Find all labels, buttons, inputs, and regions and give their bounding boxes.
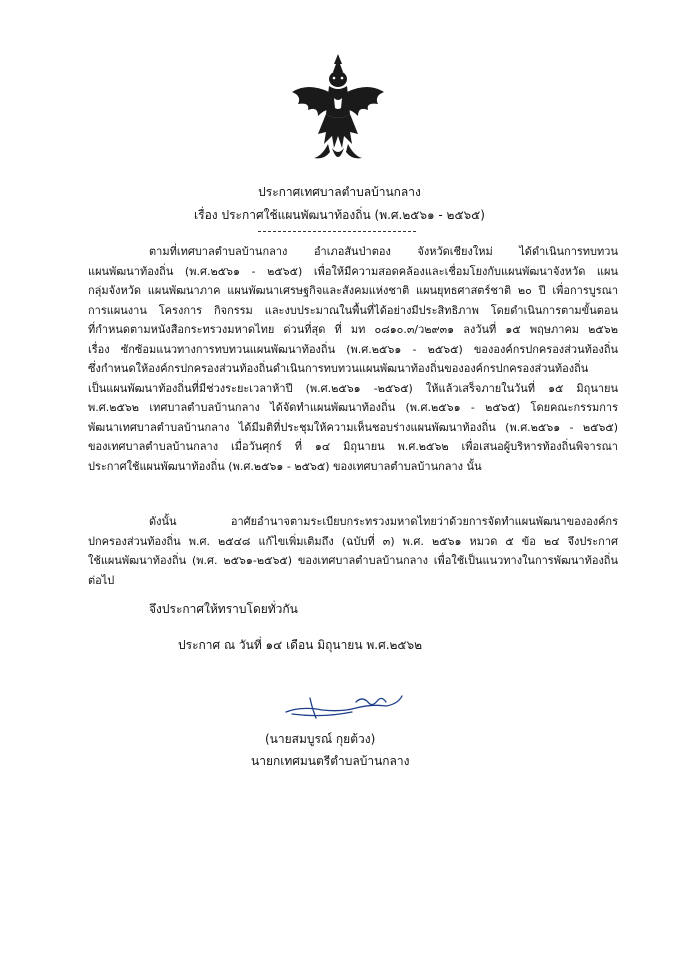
paragraph-line: ปกครองส่วนท้องถิ่น พ.ศ. ๒๕๔๘ แก้ไขเพิ่มเติมถึง (ฉบับที่ ๓) พ.ศ. ๒๕๖๑ หมวด ๕ ข้อ ๒๔ จึงประกาศ	[88, 534, 618, 548]
paragraph-line: ประกาศใช้แผนพัฒนาท้องถิ่น (พ.ศ.๒๕๖๑ - ๒๕๖๕) ของเทศบาลตำบลบ้านกลาง นั้น	[88, 459, 482, 473]
paragraph-line: ของเทศบาลตำบลบ้านกลาง เมื่อวันศุกร์ ที่ ๑๔ มิถุนายน พ.ศ.๒๕๖๒ เพื่อเสนอผู้บริหารท้องถิ่นพิจารณา	[88, 440, 618, 453]
paragraph-line: เรื่อง ซักซ้อมแนวทางการทบทวนแผนพัฒนาท้องถิ่น (พ.ศ.๒๕๖๑ - ๒๕๖๕) ขององค์กรปกครองส่วนท้องถิ่น	[88, 342, 618, 356]
announcement-subject: เรื่อง ประกาศใช้แผนพัฒนาท้องถิ่น (พ.ศ.๒๕๖๑ - ๒๕๖๕)	[194, 208, 485, 222]
paragraph-line: ตามที่เทศบาลตำบลบ้านกลาง อำเภอสันป่าตอง จังหวัดเชียงใหม่ ได้ดำเนินการทบทวน	[149, 245, 618, 258]
closing-statement: จึงประกาศให้ทราบโดยทั่วกัน	[149, 602, 298, 616]
handwritten-signature	[282, 688, 412, 724]
paragraph-line: ที่กำหนดตามหนังสือกระทรวงมหาดไทย ด่วนที่สุด ที่ มท ๐๘๑๐.๓/ว๒๙๓๑ ลงวันที่ ๑๕ พฤษภาคม ๒๕๖๒	[88, 323, 618, 336]
garuda-emblem-icon	[288, 52, 388, 168]
paragraph-line: ซึ่งกำหนดให้องค์กรปกครองส่วนท้องถิ่นดำเนินการทบทวนแผนพัฒนาท้องถิ่นขององค์กรปกครองส่วนท้องถิ่น	[88, 362, 589, 375]
announcement-date: ประกาศ ณ วันที่ ๑๔ เดือน มิถุนายน พ.ศ.๒๕๖๒	[178, 638, 423, 652]
paragraph-line: ต่อไป	[88, 573, 115, 587]
paragraph-line: แผนพัฒนาท้องถิ่น (พ.ศ.๒๕๖๑ - ๒๕๖๕) เพื่อให้มีความสอดคล้องและเชื่อมโยงกับแผนพัฒนาจังหวัด แผน	[88, 264, 618, 278]
announcement-title: ประกาศเทศบาลตำบลบ้านกลาง	[258, 185, 421, 199]
body-paragraph-2	[88, 512, 618, 590]
paragraph-line: พัฒนาเทศบาลตำบลบ้านกลาง ได้มีมติที่ประชุมให้ความเห็นชอบร่างแผนพัฒนาท้องถิ่น (พ.ศ.๒๕๖๑ - ๒๕๖๕)	[88, 420, 618, 434]
header-divider	[258, 231, 416, 232]
paragraph-line: การแผนงาน โครงการ กิจกรรม และงบประมาณในพื้นที่ได้อย่างมีประสิทธิภาพ โดยดำเนินการตามขั้นตอน	[88, 303, 618, 317]
paragraph-line: พ.ศ.๒๕๖๒ เทศบาลตำบลบ้านกลาง ได้จัดทำแผนพัฒนาท้องถิ่น (พ.ศ.๒๕๖๑ - ๒๕๖๕) โดยคณะกรรมการ	[88, 401, 618, 414]
paragraph-line: ใช้แผนพัฒนาท้องถิ่น (พ.ศ. ๒๕๖๑-๒๕๖๕) ของเทศบาลตำบลบ้านกลาง เพื่อใช้เป็นแนวทางในการพัฒนาท้องถิ่น	[88, 554, 618, 567]
paragraph-line: เป็นแผนพัฒนาท้องถิ่นที่มีช่วงระยะเวลาห้าปี (พ.ศ.๒๕๖๑ -๒๕๖๕) ให้แล้วเสร็จภายในวันที่ ๑๕ มิถุนายน	[88, 381, 618, 395]
signatory-name: (นายสมบูรณ์ กุยต้วง)	[265, 732, 376, 746]
paragraph-line: กลุ่มจังหวัด แผนพัฒนาภาค แผนพัฒนาเศรษฐกิจและสังคมแห่งชาติ แผนยุทธศาสตร์ชาติ ๒๐ ปี เพื่อการบูรณา	[88, 284, 618, 297]
paragraph-line: ดังนั้น อาศัยอำนาจตามระเบียบกระทรวงมหาดไทยว่าด้วยการจัดทำแผนพัฒนาขององค์กร	[149, 515, 618, 528]
body-paragraph-1	[88, 242, 618, 476]
signatory-position: นายกเทศมนตรีตำบลบ้านกลาง	[251, 754, 410, 768]
